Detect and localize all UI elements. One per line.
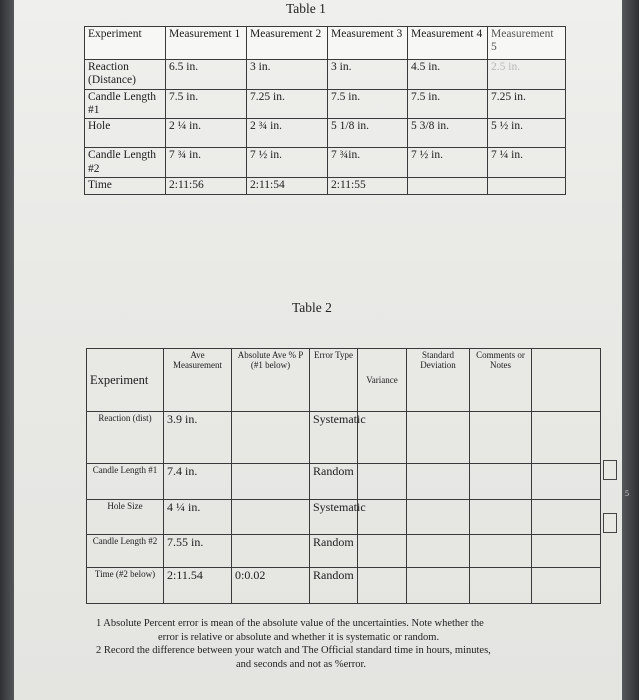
t2-row-label: Candle Length #1 [87, 464, 164, 500]
table1-caption: Table 1 [286, 1, 326, 16]
table-1 [84, 26, 566, 195]
t2-comments [470, 535, 532, 568]
t2-ave: 7.55 in. [164, 535, 232, 568]
t1-cell: 5 3/8 in. [408, 119, 488, 148]
t1-header-m4: Measurement 4 [408, 27, 488, 60]
margin-checkbox [603, 513, 617, 533]
t2-header-abs: Absolute Ave % P (#1 below) [232, 349, 310, 412]
t2-variance [358, 568, 407, 604]
t1-header-experiment: Experiment [85, 27, 166, 60]
t1-cell: 7 ¼ in. [488, 148, 566, 177]
table2-caption: Table 2 [292, 300, 332, 315]
note-1-line-1: 1 Absolute Percent error is mean of the absolute value of the uncertainties. Note whether the [96, 618, 484, 629]
t2-empty-cell [532, 412, 601, 464]
t2-header-std: Standard Deviation [407, 349, 470, 412]
t1-header-m3: Measurement 3 [328, 27, 408, 60]
t1-cell: 2 ¾ in. [247, 119, 328, 148]
t2-comments [470, 464, 532, 500]
t2-row-label: Candle Length #2 [87, 535, 164, 568]
t2-header-comments: Comments or Notes [470, 349, 532, 412]
t1-cell [488, 177, 566, 194]
t1-cell: 5 ½ in. [488, 119, 566, 148]
t1-row-label: Reaction (Distance) [85, 60, 166, 90]
t2-ave: 7.4 in. [164, 464, 232, 500]
t1-cell: 4.5 in. [408, 60, 488, 90]
footnotes [96, 617, 536, 672]
t1-cell: 6.5 in. [166, 60, 247, 90]
t1-cell: 7 ½ in. [408, 148, 488, 177]
t1-cell: 7 ¾ in. [166, 148, 247, 177]
page-shadow-right [622, 0, 639, 700]
t1-cell: 7 ½ in. [247, 148, 328, 177]
t1-cell: 3 in. [328, 60, 408, 90]
t1-cell [408, 177, 488, 194]
t2-variance [358, 464, 407, 500]
t1-cell: 2:11:55 [328, 177, 408, 194]
t1-header-m2: Measurement 2 [247, 27, 328, 60]
t1-cell: 7.25 in. [247, 90, 328, 119]
margin-checkbox [603, 460, 617, 480]
t2-comments [470, 412, 532, 464]
t2-comments [470, 500, 532, 535]
t1-cell: 2.5 in. [488, 60, 566, 90]
t2-ave: 2:11.54 [164, 568, 232, 604]
t1-cell: 2:11:54 [247, 177, 328, 194]
t2-comments [470, 568, 532, 604]
t2-empty-cell [532, 500, 601, 535]
t2-empty-cell [532, 464, 601, 500]
t2-abs [232, 412, 310, 464]
t1-header-m1: Measurement 1 [166, 27, 247, 60]
note-2-line-1: 2 Record the difference between your watch and The Official standard time in hours, minutes, [96, 645, 491, 657]
t1-header-m5: Measurement 5 [488, 27, 566, 60]
note-2-line-2: and seconds and not as %error. [236, 658, 367, 670]
t2-std [407, 412, 470, 464]
t2-error: Random [310, 568, 358, 604]
t2-variance [358, 535, 407, 568]
t2-row-label: Time (#2 below) [87, 568, 164, 604]
t1-cell: 5 1/8 in. [328, 119, 408, 148]
t2-empty-cell [532, 535, 601, 568]
t2-header-variance: Variance [358, 349, 407, 412]
margin-number: 5 [625, 489, 629, 498]
t2-abs [232, 535, 310, 568]
t1-cell: 3 in. [247, 60, 328, 90]
t1-row-label: Candle Length #1 [85, 90, 166, 119]
t1-row-label: Time [85, 177, 166, 194]
t1-cell: 7 ¾in. [328, 148, 408, 177]
t2-abs [232, 500, 310, 535]
t2-abs [232, 464, 310, 500]
t2-header-ave: Ave Measurement [164, 349, 232, 412]
t1-cell: 7.5 in. [166, 90, 247, 119]
t1-cell: 2:11:56 [166, 177, 247, 194]
t2-row-label: Reaction (dist) [87, 412, 164, 464]
t2-std [407, 500, 470, 535]
t2-std [407, 568, 470, 604]
t1-row-label: Candle Length #2 [85, 148, 166, 177]
t2-error: Systematic [310, 500, 358, 535]
page-shadow-left [0, 0, 14, 700]
t2-abs: 0:0.02 [232, 568, 310, 604]
t2-empty-cell [532, 568, 601, 604]
t2-header-experiment: Experiment [87, 349, 164, 412]
t2-error: Systematic [310, 412, 358, 464]
t1-cell: 7.5 in. [328, 90, 408, 119]
t2-header-error: Error Type [310, 349, 358, 412]
t1-cell: 7.25 in. [488, 90, 566, 119]
t2-ave: 4 ¼ in. [164, 500, 232, 535]
note-1-line-2: error is relative or absolute and whether it is systematic or random. [158, 631, 440, 643]
t2-std [407, 464, 470, 500]
t2-ave: 3.9 in. [164, 412, 232, 464]
t2-error: Random [310, 464, 358, 500]
t2-empty-col [532, 349, 601, 412]
t2-std [407, 535, 470, 568]
t1-cell: 2 ¼ in. [166, 119, 247, 148]
t2-row-label: Hole Size [87, 500, 164, 535]
t1-row-label: Hole [85, 119, 166, 148]
table-2 [86, 348, 601, 604]
t2-error: Random [310, 535, 358, 568]
t1-cell: 7.5 in. [408, 90, 488, 119]
